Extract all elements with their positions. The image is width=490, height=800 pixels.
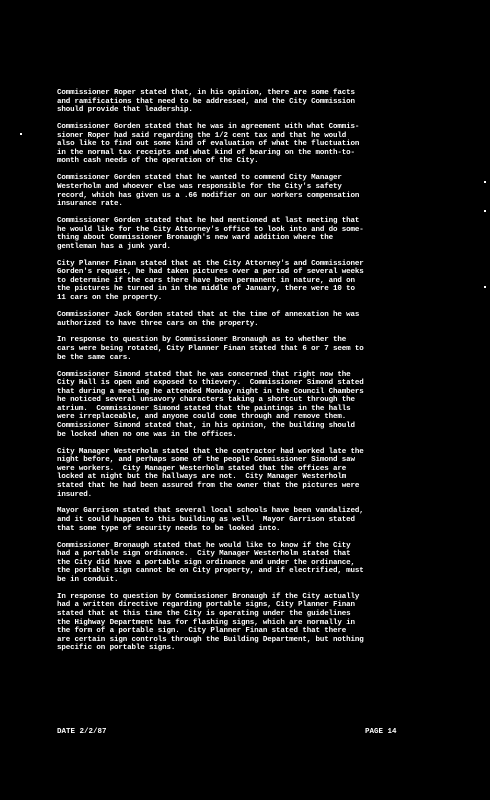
scan-mark-right-3 (484, 286, 486, 288)
paragraph: City Manager Westerholm stated that the contractor had worked late the night before, and perhaps some of the people Commissioner Simond saw were workers. City Manager Westerholm stated that the offices are locked at night but the hallways are not. City Manager Westerholm stated that he had been assured from the owner that the pictures were insured. (57, 447, 364, 499)
paragraph: City Planner Finan stated that at the City Attorney's and Commissioner Gorden's request, he had taken pictures over a period of several weeks to determine if the cars there have been permanent in nature, and on the pictures he turned in in the middle of January, there were 10 to 11 cars on the property. (57, 259, 364, 303)
paragraph: Commissioner Gorden stated that he had mentioned at last meeting that he would like for the City Attorney's office to look into and do some- thing about Commissioner Bronaugh's new ward addition where the gentleman has a junk yard. (57, 217, 364, 251)
paragraph: Commissioner Gorden stated that he was in agreement with what Commis- sioner Roper had said regarding the 1/2 cent tax and that he would also like to find out some kind of evaluation of what the fluctuation in the normal tax receipts and what kind of bearing on the month-to- month cash needs of the operation of the City. (57, 123, 360, 166)
paragraph: Commissioner Jack Gorden stated that at the time of annexation he was authorized to have three cars on the property. (57, 310, 360, 328)
paragraph: In response to question by Commissioner Bronaugh if the City actually had a written directive regarding portable signs, City Planner Finan stated that at this time the City is operating under the guidelines the Highway Department has for flashing signs, which are normally in the form of a portable sign. City Planner Finan stated that there are certain sign controls through the Building Department, but nothing specific on portable signs. (57, 592, 364, 653)
footer-date: DATE 2/2/87 (57, 728, 107, 736)
paragraph: In response to question by Commissioner Bronaugh as to whether the cars were being rotated, City Planner Finan stated that 6 or 7 seem to be the same cars. (57, 336, 364, 362)
scan-mark-right-2 (484, 210, 486, 212)
paragraph: Commissioner Simond stated that he was concerned that right now the City Hall is open and exposed to thievery. Commissioner Simond stated that during a meeting he attended Monday night in the Council Chambers he noticed several unsavory characters taking a shortcut through the atrium. Commissioner Simond stated that the paintings in the halls were irreplaceable, and anyone could come through and remove them. Commissioner Simond stated that, in his opinion, the building should be locked when no one was in the offices. (57, 370, 364, 439)
minutes-body (57, 89, 460, 661)
paragraph: Commissioner Gorden stated that he wanted to commend City Manager Westerholm and whoever else was responsible for the City's safety record, which has given us a .66 modifier on our workers compensation insurance rate. (57, 174, 360, 209)
scan-mark-left (20, 133, 22, 135)
paragraph: Commissioner Bronaugh stated that he would like to know if the City had a portable sign ordinance. City Manager Westerholm stated that the City did have a portable sign ordinance and under the ordinance, the portable sign cannot be on City property, and if electrified, must be in conduit. (57, 541, 364, 584)
paragraph: Mayor Garrison stated that several local schools have been vandalized, and it could happen to this building as well. Mayor Garrison stated that some type of security needs to be looked into. (57, 507, 364, 533)
scan-mark-right-1 (484, 181, 486, 183)
paragraph: Commissioner Roper stated that, in his opinion, there are some facts and ramifications that need to be addressed, and the City Commission should provide that leadership. (57, 89, 355, 115)
footer-page-number: PAGE 14 (365, 728, 397, 736)
